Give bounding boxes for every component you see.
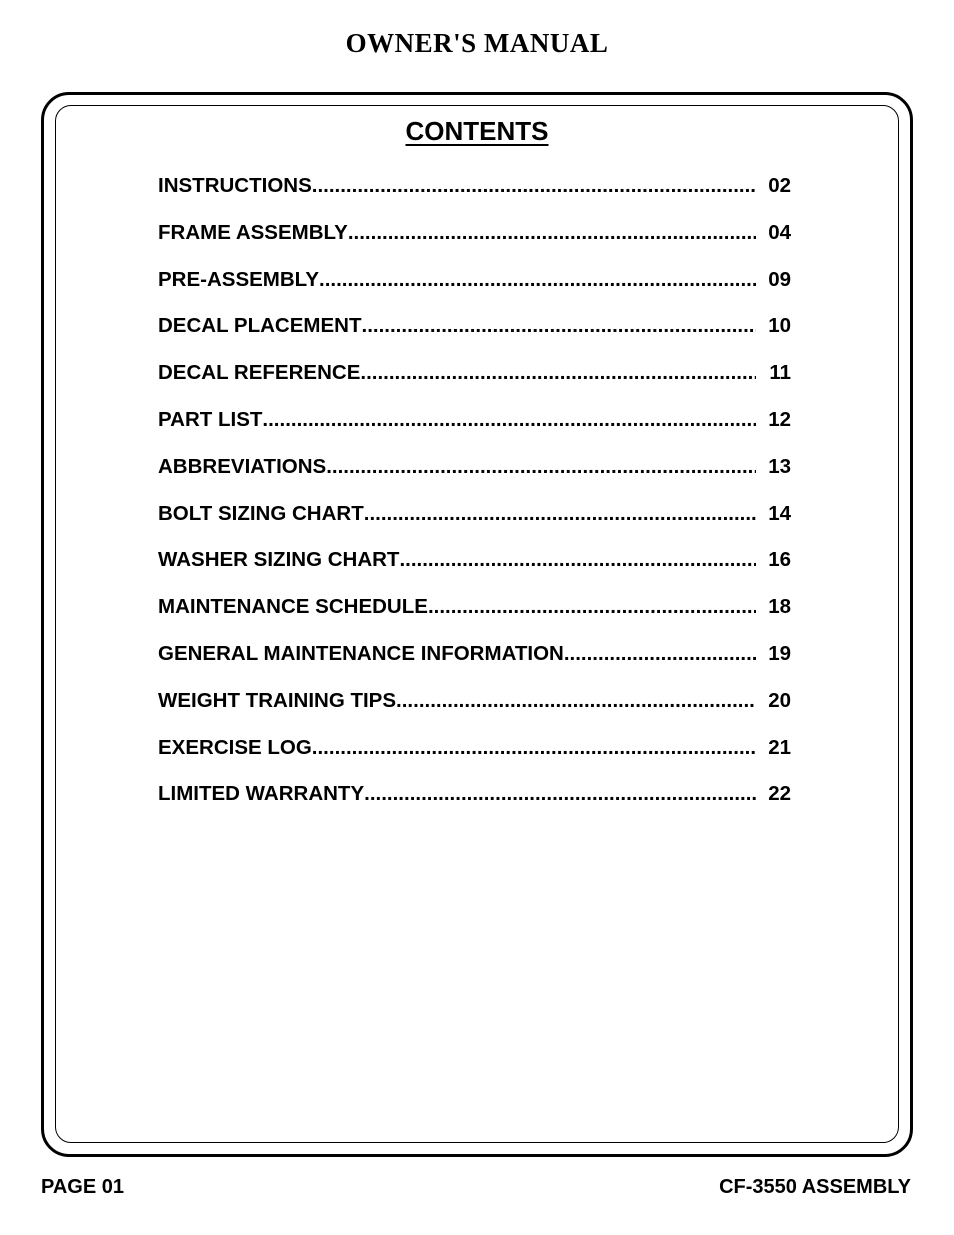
toc-dot-leader (360, 361, 756, 385)
toc-entry-page: 21 (768, 735, 791, 759)
toc-dot-leader (396, 689, 756, 713)
toc-entry-frame-assembly (158, 221, 791, 268)
toc-entry-part-list (158, 408, 791, 455)
toc-entry-label: DECAL PLACEMENT (158, 314, 362, 338)
toc-dot-leader (312, 736, 756, 760)
toc-entry-general-maintenance-information (158, 642, 791, 689)
toc-entry-label: ABBREVIATIONS (158, 454, 327, 478)
toc-dot-leader (564, 642, 756, 666)
toc-entry-page: 02 (768, 174, 791, 197)
toc-dot-leader (362, 314, 757, 338)
toc-entry-page: 19 (768, 641, 791, 665)
toc-entry-page: 14 (768, 501, 791, 525)
toc-entry-limited-warranty (158, 782, 791, 829)
toc-dot-leader (262, 408, 756, 432)
toc-dot-leader (364, 782, 756, 806)
toc-entry-bolt-sizing-chart (158, 502, 791, 549)
toc-entry-page: 11 (769, 361, 791, 385)
toc-entry-label: MAINTENANCE SCHEDULE (158, 595, 428, 619)
toc-dot-leader (312, 174, 756, 198)
toc-entry-decal-placement (158, 314, 791, 361)
toc-entry-label: FRAME ASSEMBLY (158, 220, 348, 244)
document-title: OWNER'S MANUAL (345, 28, 609, 58)
toc-entry-instructions (158, 174, 791, 221)
toc-entry-label: BOLT SIZING CHART (158, 501, 364, 525)
toc-entry-maintenance-schedule (158, 595, 791, 642)
toc-entry-page: 16 (768, 548, 791, 572)
toc-entry-weight-training-tips (158, 689, 791, 736)
toc-entry-label: LIMITED WARRANTY (158, 782, 365, 806)
toc-dot-leader (326, 455, 756, 479)
toc-entry-page: 12 (768, 407, 791, 431)
toc-entry-pre-assembly (158, 268, 791, 315)
toc-entry-label: WEIGHT TRAINING TIPS (158, 688, 397, 712)
toc-entry-page: 04 (768, 220, 791, 244)
footer-model-label: CF-3550 ASSEMBLY (719, 1176, 911, 1198)
toc-entry-label: DECAL REFERENCE (158, 361, 361, 385)
toc-entry-exercise-log (158, 736, 791, 783)
toc-entry-label: PART LIST (158, 407, 263, 431)
toc-entry-page: 10 (768, 314, 791, 338)
table-of-contents (158, 174, 791, 829)
toc-dot-leader (428, 595, 756, 619)
footer-page-number: PAGE 01 (41, 1176, 124, 1198)
toc-entry-label: GENERAL MAINTENANCE INFORMATION (158, 641, 564, 665)
toc-dot-leader (348, 221, 756, 245)
toc-entry-page: 20 (768, 688, 791, 712)
toc-entry-page: 18 (768, 595, 791, 619)
toc-entry-washer-sizing-chart (158, 548, 791, 595)
toc-entry-page: 22 (768, 782, 791, 806)
toc-entry-abbreviations (158, 455, 791, 502)
toc-entry-decal-reference (158, 361, 791, 408)
toc-entry-label: EXERCISE LOG (158, 735, 312, 759)
toc-entry-label: PRE-ASSEMBLY (158, 267, 319, 291)
toc-dot-leader (399, 548, 756, 572)
toc-entry-label: INSTRUCTIONS (158, 174, 312, 197)
toc-entry-page: 13 (768, 454, 791, 478)
contents-heading: CONTENTS (405, 116, 549, 146)
toc-dot-leader (364, 502, 756, 526)
toc-dot-leader (319, 268, 756, 292)
toc-entry-page: 09 (768, 267, 791, 291)
toc-entry-label: WASHER SIZING CHART (158, 548, 400, 572)
